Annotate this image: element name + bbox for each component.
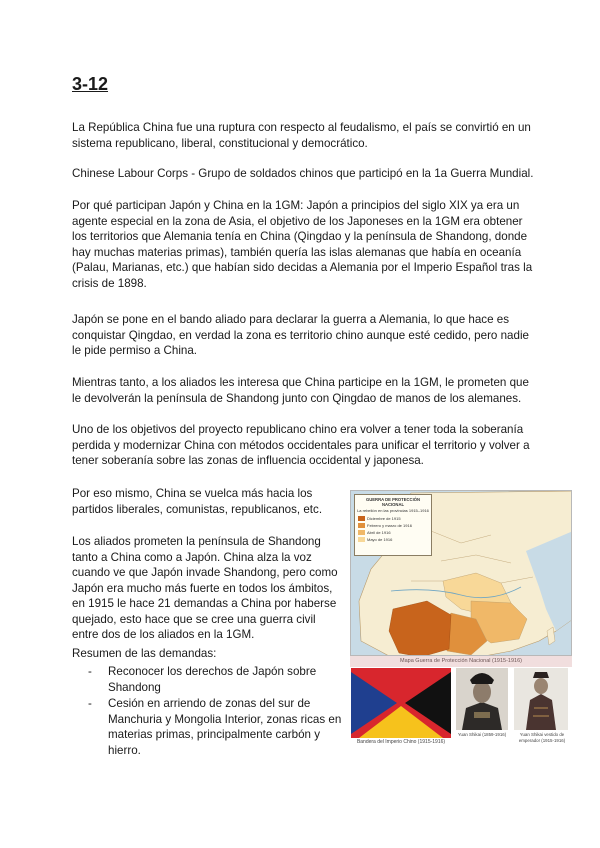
legend-item-febmar-1916 bbox=[355, 522, 431, 529]
map-legend bbox=[354, 494, 432, 556]
legend-label: Abril de 1916 bbox=[367, 530, 391, 535]
figure-head bbox=[534, 678, 548, 694]
legend-label: Febrero y marzo de 1916 bbox=[367, 523, 412, 528]
paragraph-republic: La República China fue una ruptura con respecto al feudalismo, el país se convirtió en un sistema republicano, liberal, constitucional y democrático. bbox=[72, 121, 531, 150]
map-caption: Mapa Guerra de Protección Nacional (1915-1916) bbox=[350, 656, 572, 667]
paragraph-japan-allies: Japón se pone en el bando aliado para declarar la guerra a Alemania, lo que hace es conquistar Qingdao, en verdad la zona es territorio chino aunque esté cedido, pero nadie le pide permiso a China. bbox=[72, 313, 529, 357]
portrait-yuan-shikai-uniform bbox=[454, 668, 510, 758]
paragraph-liberal-parties: Por eso mismo, China se vuelca más hacia los partidos liberales, comunistas, republicanos, etc. bbox=[72, 487, 323, 516]
five-color-flag bbox=[351, 668, 451, 738]
paragraph-why-participate: Por qué participan Japón y China en la 1GM: Japón a principios del siglo XIX ya era un agente especial en la zona de Asia, el objetivo de los Japoneses en la 1GM era obtener los territorios que Alemania tenía en China (Qingdao y la península de Shandong, donde hay muchas materias primas), también quería las islas alemanas que había en oceanía (Palau, Marianas, etc.) que habían sido decidas a Alemania por el Imperio Español tras la crisis de 1898. bbox=[72, 199, 533, 290]
portrait-yuan-shikai-emperor bbox=[512, 668, 572, 758]
paragraph-labour-corps: Chinese Labour Corps - Grupo de soldados chinos que participó en la 1a Guerra Mundial. bbox=[72, 167, 534, 180]
demand-item: - Cesión en arriendo de zonas del sur de Manchuria y Mongolia Interior, zonas ricas en materias primas, principalmente carbón y hierro. bbox=[88, 696, 348, 758]
page-title: 3-12 bbox=[72, 74, 109, 94]
legend-swatch bbox=[358, 516, 365, 521]
paragraph-demands-summary: Resumen de las demandas: bbox=[72, 647, 217, 660]
legend-swatch bbox=[358, 537, 365, 542]
figure-head bbox=[473, 681, 491, 703]
legend-item-apr-1916 bbox=[355, 529, 431, 536]
paragraph-republican-goals: Uno de los objetivos del proyecto republicano chino era volver a tener toda la soberanía perdida y modernizar China con métodos occidentales para unificar el territorio y volver a tener soberanía sobre las zonas de influencia occidental y japonesa. bbox=[72, 423, 530, 467]
paragraph-allies-promise: Mientras tanto, a los aliados les interesa que China participe en la 1GM, le prometen que le devolverán la península de Shandong junto con Qingdao de manos de los alemanes. bbox=[72, 376, 529, 405]
legend-item-may-1916 bbox=[355, 536, 431, 543]
legend-label: Mayo de 1916 bbox=[367, 537, 393, 542]
paragraph-shandong-dispute: Los aliados prometen la península de Shandong tanto a China como a Japón. China alza la voz cuando ve que Japón invade Shandong, pero como Japón era mucho más fuerte en todos los ámbitos, en 1915 le hace 21 demandas a China por haberse quejado, esto hace que se cree una guerra civil entre dos de los aliados en la 1GM. bbox=[72, 535, 338, 641]
legend-subtitle: La rebelión en las provincias 1915–1916 bbox=[357, 508, 429, 513]
portrait-photo bbox=[456, 668, 508, 730]
legend-swatch bbox=[358, 530, 365, 535]
portrait-photo bbox=[514, 668, 568, 730]
figure-medals bbox=[474, 712, 490, 718]
historical-collage bbox=[350, 490, 572, 758]
flag-caption: Bandera del Imperio Chino (1915-1916) bbox=[356, 739, 446, 745]
portrait1-caption: Yuan Shikai (1859-1916) bbox=[457, 732, 507, 737]
portrait2-caption: Yuan Shikai vestido de emperador (1915-1916) bbox=[518, 732, 566, 743]
demand-item: - Reconocer los derechos de Japón sobre Shandong bbox=[88, 664, 348, 695]
legend-title: GUERRA DE PROTECCIÓN NACIONAL bbox=[365, 497, 421, 507]
demands-list bbox=[88, 664, 348, 759]
legend-item-dec-1915 bbox=[355, 515, 431, 522]
figure-crown bbox=[533, 672, 549, 678]
legend-swatch bbox=[358, 523, 365, 528]
china-rebellion-map bbox=[350, 490, 572, 656]
empire-flag bbox=[350, 668, 452, 758]
legend-label: Diciembre de 1915 bbox=[367, 516, 401, 521]
